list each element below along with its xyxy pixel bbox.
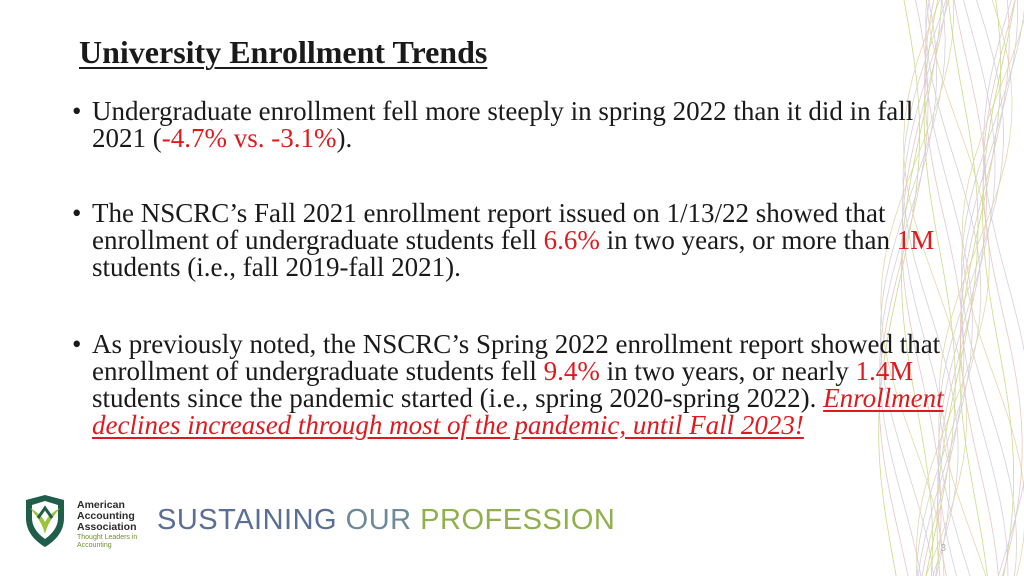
bullet-3-text-c: students since the pandemic started (i.e., spring 2020-spring 2022). [92, 383, 824, 413]
wave-line [962, 0, 1024, 576]
wave-line [960, 0, 1009, 576]
bullet-1-text-b: ). [336, 123, 353, 153]
page-number: 3 [940, 543, 946, 554]
bullet-item [72, 98, 962, 152]
logo-line: American [77, 499, 125, 511]
bullet-1-highlight: -4.7% vs. -3.1% [161, 123, 337, 153]
bullet-1-text-a: Undergraduate enrollment fell more steeply in spring 2022 than it did in fall 2021 ( [92, 96, 914, 153]
slide-title: University Enrollment Trends [79, 34, 488, 70]
slogan [157, 504, 615, 537]
bullet-2-text-b: in two years, or more than [599, 225, 897, 255]
bullet-3-emphasis: Enrollment declines increased through most of the pandemic, until Fall 2023! [92, 383, 944, 440]
logo-line: Association [77, 521, 137, 533]
bullet-2-text-a: The NSCRC’s Fall 2021 enrollment report issued on 1/13/22 showed that enrollment of undergraduate students fell [92, 198, 886, 255]
logo-tagline-line: Thought Leaders in [77, 534, 138, 541]
bullet-dot: • [72, 329, 82, 359]
wave-line [960, 0, 1001, 576]
slogan-word: OUR [345, 504, 412, 536]
slogan-word: SUSTAINING [157, 504, 338, 536]
bullet-list [72, 98, 962, 439]
bullet-3-highlight-count: 1.4M [855, 356, 914, 386]
bullet-3-text-b: in two years, or nearly [599, 356, 856, 386]
bullet-2-text-c: students (i.e., fall 2019-fall 2021). [92, 252, 461, 282]
aaa-logo-text [77, 500, 137, 550]
bullet-3-text-a: As previously noted, the NSCRC’s Spring 2022 enrollment report showed that enrollment of undergraduate students fell [92, 329, 941, 386]
slogan-word: PROFESSION [420, 504, 616, 536]
bullet-dot: • [72, 198, 82, 228]
footer-branding [20, 494, 660, 550]
bullet-dot: • [72, 96, 82, 126]
bullet-item [72, 331, 962, 439]
bullet-item [72, 200, 962, 281]
wave-line [962, 0, 1024, 576]
wave-line [984, 0, 1024, 576]
logo-tagline [77, 534, 137, 550]
bullet-2-highlight-count: 1M [896, 225, 935, 255]
logo-tagline-line: Accounting [77, 542, 112, 549]
aaa-shield-icon [20, 494, 70, 548]
bullet-3-highlight-percent: 9.4% [543, 356, 600, 386]
bullet-2-highlight-percent: 6.6% [543, 225, 600, 255]
logo-line: Accounting [77, 510, 135, 522]
